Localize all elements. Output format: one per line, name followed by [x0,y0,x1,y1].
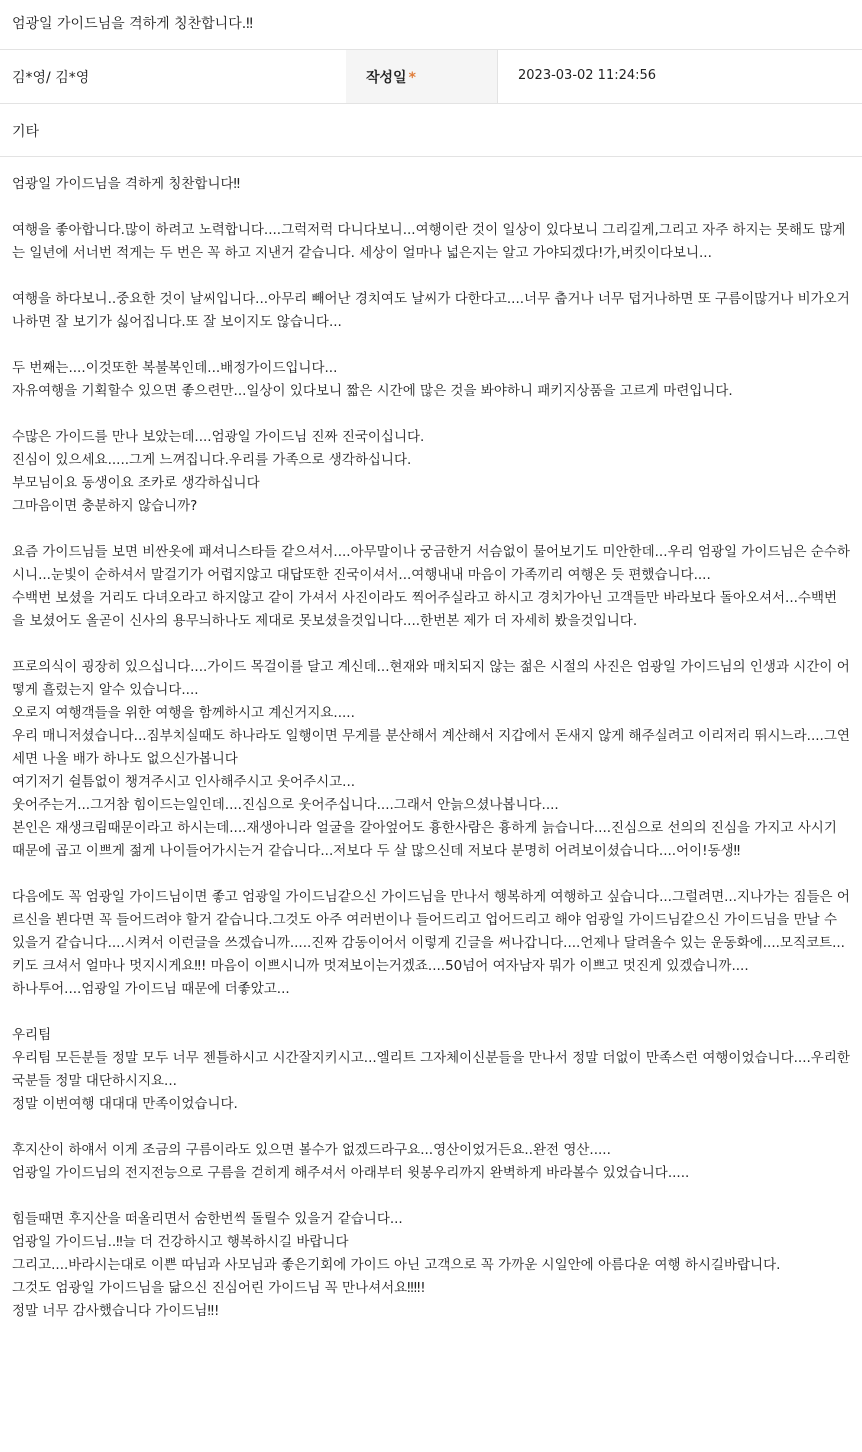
post-date: 2023-03-02 11:24:56 [497,50,862,103]
category-row [0,104,862,157]
required-mark: * [408,70,416,86]
author-name: 김*영/ 김*영 [12,70,90,86]
date-label: 작성일 [366,70,407,86]
post-meta-row [0,50,862,104]
post-title: 엄광일 가이드님을 격하게 칭찬합니다.‼ [12,16,253,32]
date-label-cell [346,50,497,103]
post-title-row [0,0,862,50]
post-category: 기타 [12,124,40,140]
post-body: 엄광일 가이드님을 격하게 칭찬합니다‼ 여행을 좋아합니다.많이 하려고 노력합니다....그럭저럭 다니다보니...여행이란 것이 일상이 있다보니 그리길게,그리고 자주 하지는 못해도 많게는 일년에 서너번 적게는 두 번은 꼭 하고 지낸거 같습니다. 세상이 얼마나 넓은지는 알고 가야되겠다!가,버킷이다보니... 여행을 하다보니..중요한 것이 날씨입니다...아무리 빼어난 경치여도 날씨가 다한다고....너무 춥거나 너무 덥거나하면 또 구름이많거나 비가오거나하면 잘 보기가 싫어집니다.또 잘 보이지도 않습니다... 두 번째는....이것또한 복불복인데...배정가이드입니다... 자유여행을 기획할수 있으면 좋으련만...일상이 있다보니 짧은 시간에 많은 것을 봐야하니 패키지상품을 고르게 마련입니다. 수많은 가이드를 만나 보았는데....엄광일 가이드님 진짜 진국이십니다. 진심이 있으세요.....그게 느껴집니다.우리를 가족으로 생각하십니다. 부모님이요 동생이요 조카로 생각하십니다 그마음이면 충분하지 않습니까? 요즘 가이드님들 보면 비싼옷에 패셔니스타들 같으셔서....아무말이나 궁금한거 서슴없이 물어보기도 미안한데...우리 엄광일 가이드님은 순수하시니...눈빛이 순하셔서 말걸기가 어렵지않고 대답또한 진국이셔서...여행내내 마음이 가족끼리 여행온 듯 편했습니다.... 수백번 보셨을 거리도 다녀오라고 하지않고 같이 가셔서 사진이라도 찍어주실라고 하시고 경치가아닌 고객들만 바라보다 돌아오셔서...수백번을 보셨어도 올곧이 신사의 용무늬하나도 제대로 못보셨을것입니다....한번본 제가 더 자세히 봤을것입니다. 프로의식이 굉장히 있으십니다....가이드 목걸이를 달고 계신데...현재와 매치되지 않는 젊은 시절의 사진은 엄광일 가이드님의 인생과 시간이 어떻게 흘렀는지 알수 있습니다.... 오로지 여행객들을 위한 여행을 함께하시고 계신거지요..... 우리 매니저셨습니다...짐부치실때도 하나라도 일행이면 무게를 분산해서 계산해서 지갑에서 돈새지 않게 해주실려고 이리저리 뛰시느라....그연세면 나올 배가 하나도 없으신가봅니다 여기저기 쉴틈없이 챙겨주시고 인사해주시고 웃어주시고... 웃어주는거...그거참 힘이드는일인데....진심으로 웃어주십니다....그래서 안늙으셨나봅니다.... 본인은 재생크림때문이라고 하시는데....재생아니라 얼굴을 갈아엎어도 흉한사람은 흉하게 늙습니다....진심으로 선의의 진심을 가지고 사시기 때문에 곱고 이쁘게 젊게 나이들어가시는거 같습니다...저보다 두 살 많으신데 저보다 분명히 어려보이셨습니다....어이!동생‼ 다음에도 꼭 엄광일 가이드님이면 좋고 엄광일 가이드님같으신 가이드님을 만나서 행복하게 여행하고 싶습니다...그럴려면...지나가는 짐들은 어르신을 뵌다면 꼭 들어드려야 할거 같습니다.그것도 아주 여러번이나 들어드리고 업어드리고 해야 엄광일 가이드님같으신 가이드님을 만날 수 있을거 같습니다....시켜서 이런글을 쓰겠습니까.....진짜 감동이어서 이렇게 긴글을 써나갑니다....언제나 달려올수 있는 운동화에....모직코트...키도 크셔서 얼마나 멋지시게요‼! 마음이 이쁘시니까 멋져보이는거겠죠....50넘어 여자남자 뭐가 이쁘고 멋진게 있겠습니까.... 하나투어....엄광일 가이드님 때문에 더좋았고... 우리팀 우리팀 모든분들 정말 모두 너무 젠틀하시고 시간잘지키시고...엘리트 그자체이신분들을 만나서 정말 더없이 만족스런 여행이었습니다....우리한국분들 정말 대단하시지요... 정말 이번여행 대대대 만족이었습니다. 후지산이 하얘서 이게 조금의 구름이라도 있으면 볼수가 없겠드라구요...영산이었거든요..완전 영산..... 엄광일 가이드님의 전지전능으로 구름을 걷히게 해주셔서 아래부터 윗봉우리까지 완벽하게 바라볼수 있었습니다..... 힘들때면 후지산을 떠올리면서 숨한번씩 돌릴수 있을거 같습니다... 엄광일 가이드님..‼늘 더 건강하시고 행복하시길 바랍니다 그리고....바라시는대로 이쁜 따님과 사모님과 좋은기회에 가이드 아닌 고객으로 꼭 가까운 시일안에 아름다운 여행 하시길바랍니다. 그것도 엄광일 가이드님을 닮으신 진심어린 가이드님 꼭 만나셔서요‼‼! 정말 너무 감사했습니다 가이드님‼! [12,176,850,1319]
